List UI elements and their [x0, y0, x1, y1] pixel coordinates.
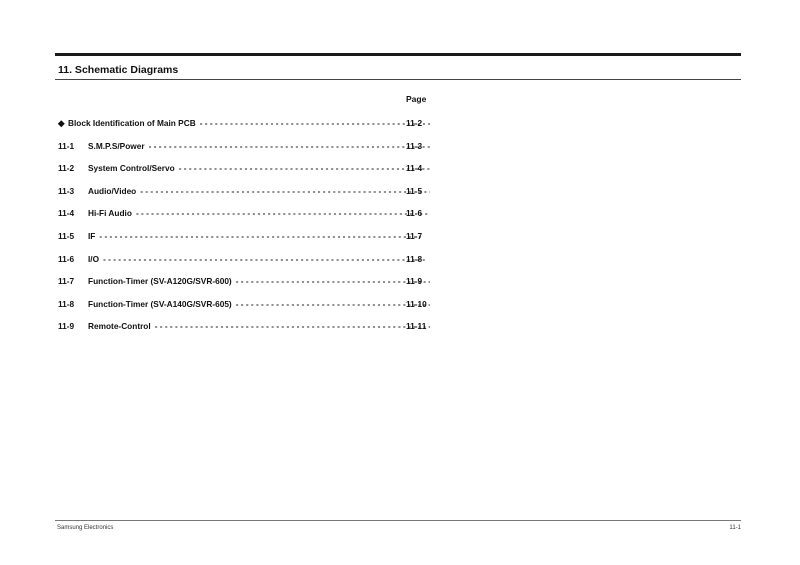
toc-page: 11-7 [406, 230, 423, 241]
toc-row[interactable] [58, 276, 438, 299]
dot-leader [149, 141, 430, 151]
toc-row[interactable] [58, 254, 438, 277]
toc-label: Function-Timer (SV-A120G/SVR-600) [88, 276, 232, 287]
footer-company: Samsung Electronics [57, 525, 114, 531]
dot-leader [236, 299, 430, 309]
toc-number: 11-6 [58, 253, 75, 264]
toc-label: Block Identification of Main PCB [68, 118, 196, 128]
toc-row[interactable] [58, 163, 438, 186]
toc-row[interactable] [58, 208, 438, 231]
diamond-bullet-icon: ◆ [58, 118, 65, 128]
toc-page: 11-11 [406, 321, 427, 332]
dot-leader [179, 163, 430, 173]
dot-leader [99, 231, 430, 241]
toc-page: 11-9 [406, 276, 423, 287]
toc-label: I/O [88, 253, 100, 264]
toc-number: 11-9 [58, 321, 75, 332]
toc-number: 11-1 [58, 140, 75, 151]
toc-page: 11-4 [406, 163, 423, 174]
page-title: 11. Schematic Diagrams [58, 64, 179, 76]
toc-page: 11-10 [406, 298, 427, 309]
footer-rule [55, 520, 741, 521]
toc-number: 11-3 [58, 185, 75, 196]
toc-number: 11-2 [58, 163, 75, 174]
dot-leader [136, 208, 430, 218]
toc-row[interactable] [58, 299, 438, 322]
toc-page: 11-5 [406, 185, 423, 196]
toc-label: System Control/Servo [88, 163, 175, 174]
toc-label: Function-Timer (SV-A140G/SVR-605) [88, 298, 232, 309]
toc-label: S.M.P.S/Power [88, 140, 145, 151]
toc-page: 11-8 [406, 253, 423, 264]
toc-row[interactable] [58, 141, 438, 164]
dot-leader [236, 276, 430, 286]
dot-leader [155, 321, 430, 331]
toc-row-block-identification[interactable] [58, 118, 438, 141]
top-rule [55, 53, 741, 56]
footer-page-number: 11-1 [729, 525, 741, 531]
toc-label: Audio/Video [88, 185, 137, 196]
toc-page: 11-3 [406, 140, 423, 151]
toc-number: 11-4 [58, 208, 75, 219]
toc-page: 11-2 [406, 118, 423, 128]
toc-row[interactable] [58, 321, 438, 344]
dot-leader [103, 254, 430, 264]
page-column-header: Page [406, 94, 427, 104]
toc-label: IF [88, 230, 96, 241]
toc-label: Hi-Fi Audio [88, 208, 132, 219]
toc-label: Remote-Control [88, 321, 151, 332]
toc-number: 11-5 [58, 230, 75, 241]
dot-leader [140, 186, 430, 196]
toc-row[interactable] [58, 231, 438, 254]
toc-number: 11-7 [58, 276, 75, 287]
toc-row[interactable] [58, 186, 438, 209]
dot-leader [200, 118, 430, 128]
title-rule [55, 79, 741, 80]
toc-number: 11-8 [58, 298, 75, 309]
toc-page: 11-6 [406, 208, 423, 219]
table-of-contents [58, 118, 438, 344]
